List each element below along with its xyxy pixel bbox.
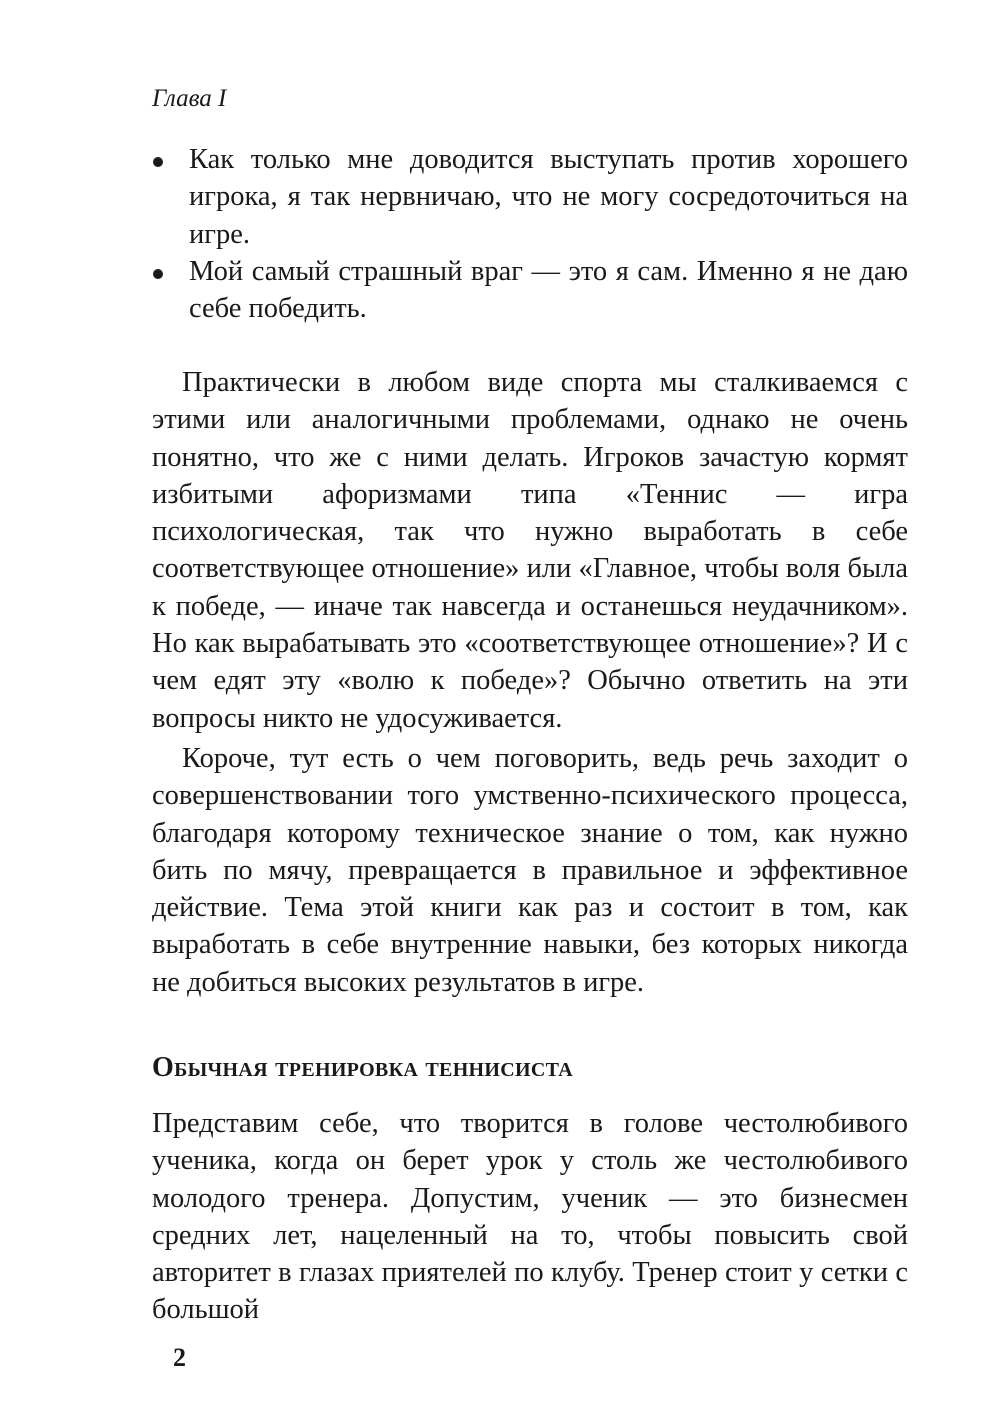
- bullet-item: [152, 141, 908, 253]
- body-text: [152, 364, 908, 1004]
- paragraph: Представим себе, что творится в голове честолюбивого ученика, когда он берет урок у столь же честолюбивого молодого тренера. Допустим, ученик — это бизнесмен средних лет, нацеленный на то, чтобы повысить свой авторитет в глазах приятелей по клубу. Тренер стоит у сетки с большой: [152, 1108, 908, 1326]
- bullet-text: Мой самый страшный враг — это я сам. Именно я не даю себе победить.: [189, 255, 908, 325]
- bullet-list: [152, 141, 908, 327]
- bullet-icon: [153, 269, 163, 279]
- bullet-item: [152, 253, 908, 328]
- page-number: 2: [173, 1343, 186, 1372]
- bullet-text: Как только мне доводится выступать против хорошего игрока, я так нервничаю, что не могу сосредоточиться на игре.: [189, 144, 908, 250]
- paragraph: Короче, тут есть о чем поговорить, ведь речь заходит о совершенствовании того умственно-психического процесса, благодаря которому техническое знание о том, как нужно бить по мячу, превращается в правильное и эффективное действие. Тема этой книги как раз и состоит в том, как выработать в себе внутренние навыки, без которых никогда не добиться высоких результатов в игре.: [152, 742, 908, 998]
- running-head: Глава I: [152, 85, 227, 112]
- section-body: [152, 1105, 908, 1332]
- paragraph: Практически в любом виде спорта мы сталкиваемся с этими или аналогичными проблемами, однако не очень понятно, что же с ними делать. Игроков зачастую кормят избитыми афоризмами типа «Теннис — игра психологическая, так что нужно выработать в себе соответствующее отношение» или «Главное, чтобы воля была к победе, — иначе так навсегда и останешься неудачником». Но как вырабатывать это «соответствующее отношение»? И с чем едят эту «волю к победе»? Обычно ответить на эти вопросы никто не удосуживается.: [152, 367, 908, 734]
- section-heading: Обычная тренировка теннисиста: [152, 1052, 573, 1083]
- bullet-icon: [153, 157, 163, 167]
